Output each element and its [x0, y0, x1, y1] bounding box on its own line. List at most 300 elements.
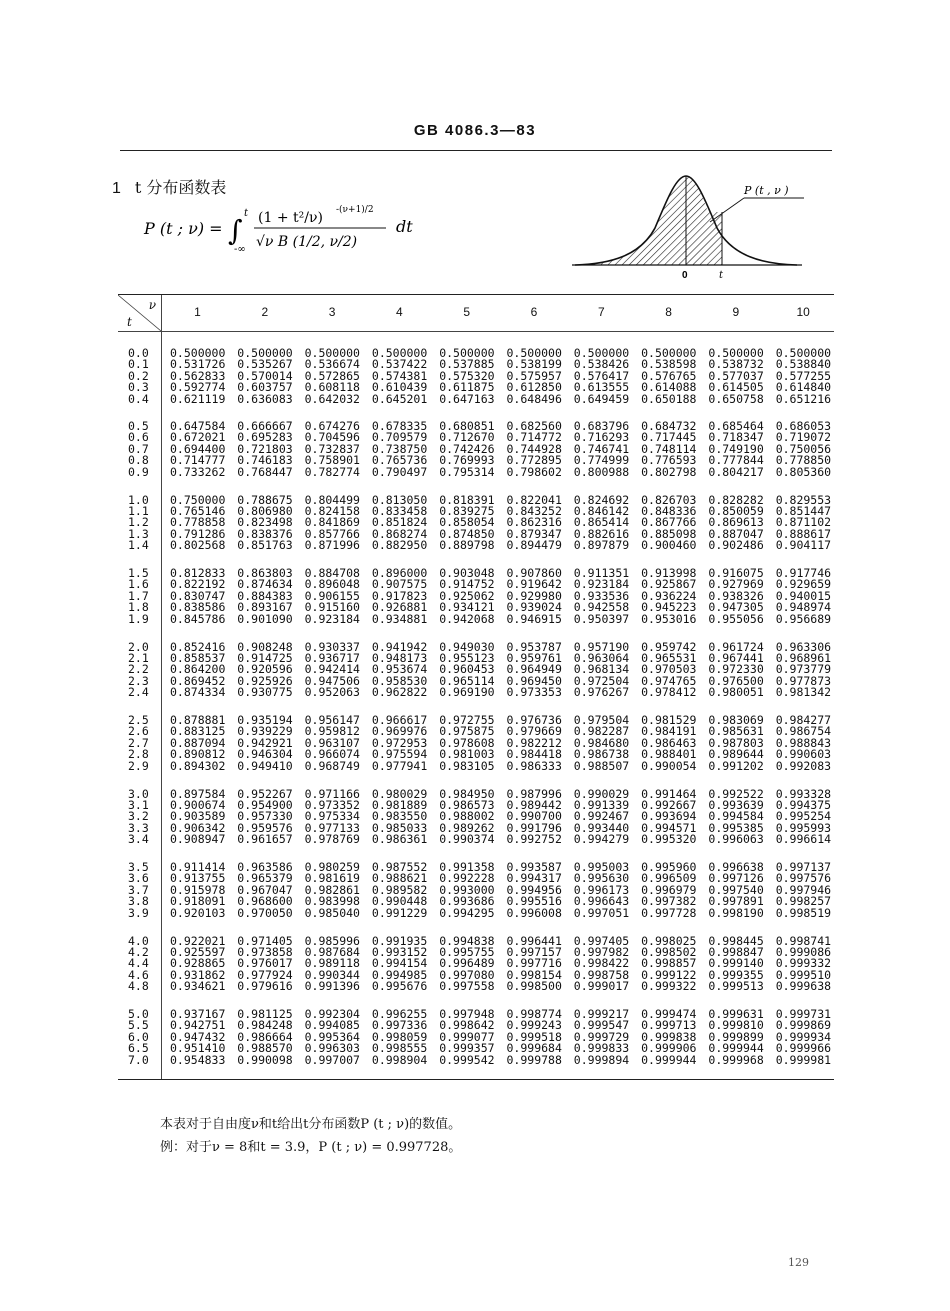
t-value: 0.6 [128, 430, 149, 445]
table-cell: 0.997946 [775, 882, 832, 897]
table-cell: 0.649459 [573, 391, 630, 406]
table-cell: 0.538840 [775, 357, 832, 372]
table-cell: 0.613555 [573, 380, 630, 395]
table-cell: 0.999542 [439, 1052, 495, 1067]
table-cell: 0.991358 [439, 860, 495, 874]
standard-code: GB 4086.3—83 [413, 122, 537, 139]
table-cell: 0.857766 [304, 526, 360, 541]
column-header-nu-7: 7 [597, 305, 605, 319]
t-value: 0.8 [128, 453, 149, 468]
table-cell: 0.979616 [237, 979, 293, 994]
table-cell: 0.900674 [170, 797, 226, 812]
table-cell: 0.500000 [573, 346, 630, 360]
table-cell: 0.901090 [237, 611, 293, 626]
t-value: 6.5 [128, 1041, 149, 1056]
table-cell: 0.997948 [439, 1007, 495, 1021]
table-cell: 0.999243 [506, 1018, 562, 1033]
table-note: 本表对于自由度ν和t给出t分布函数P (t ; ν)的数值。 [160, 1117, 462, 1132]
table-cell: 0.998519 [775, 905, 832, 920]
table-cell: 0.678335 [371, 419, 428, 433]
table-cell: 0.686053 [775, 419, 832, 433]
table-cell: 0.937167 [170, 1007, 226, 1021]
table-cell: 0.694400 [170, 441, 226, 456]
t-value: 1.6 [128, 577, 149, 592]
table-cell: 0.993587 [506, 860, 562, 874]
table-cell: 0.998857 [641, 956, 697, 971]
table-cell: 0.973352 [304, 797, 360, 812]
table-cell: 0.977924 [237, 967, 293, 982]
table-cell: 0.908248 [237, 639, 293, 654]
table-cell: 0.929980 [506, 588, 562, 603]
table-cell: 0.997157 [506, 944, 562, 959]
table-cell: 0.994956 [506, 882, 562, 897]
table-cell: 0.957190 [573, 639, 630, 654]
table-cell: 0.981125 [237, 1007, 293, 1021]
table-cell: 0.577037 [708, 368, 764, 383]
table-cell: 0.650758 [708, 391, 764, 406]
table-cell: 0.968961 [775, 650, 832, 665]
table-cell: 0.927969 [708, 577, 764, 592]
table-cell: 0.863803 [237, 566, 293, 580]
table-cell: 0.985631 [708, 724, 764, 739]
table-cell: 0.500000 [641, 346, 697, 360]
column-header-nu-10: 10 [796, 305, 810, 319]
table-cell: 0.999638 [775, 979, 832, 994]
table-cell: 0.674276 [304, 419, 360, 433]
table-cell: 0.998059 [371, 1029, 428, 1044]
table-cell: 0.990029 [573, 786, 630, 801]
table-cell: 0.999981 [775, 1052, 832, 1067]
t-value: 3.3 [128, 820, 149, 835]
t-value: 3.5 [128, 860, 149, 874]
t-value: 4.0 [128, 933, 149, 948]
table-cell: 0.942558 [573, 600, 630, 615]
table-cell: 0.999474 [641, 1007, 697, 1021]
table-cell: 0.993694 [641, 809, 697, 824]
table-cell: 0.838376 [237, 526, 293, 541]
table-cell: 0.996643 [573, 894, 630, 909]
table-cell: 0.925867 [641, 577, 697, 592]
table-cell: 0.997982 [573, 944, 630, 959]
table-row-group [118, 1005, 834, 1079]
table-cell: 0.965114 [439, 673, 495, 688]
table-cell: 0.993328 [775, 786, 832, 801]
t-value: 2.6 [128, 724, 149, 739]
table-cell: 0.915160 [304, 600, 360, 615]
table-cell: 0.992083 [775, 758, 832, 773]
t-value: 6.0 [128, 1029, 149, 1044]
table-cell: 0.955123 [439, 650, 495, 665]
table-cell: 0.988507 [573, 758, 630, 773]
table-cell: 0.962822 [371, 685, 428, 700]
t-value: 4.2 [128, 944, 149, 959]
table-cell: 0.858054 [439, 515, 495, 530]
table-cell: 0.980029 [371, 786, 428, 801]
table-cell: 0.874334 [170, 685, 226, 700]
table-cell: 0.948173 [371, 650, 428, 665]
table-cell: 0.851763 [237, 538, 293, 553]
table-cell: 0.791286 [170, 526, 226, 541]
table-cell: 0.956689 [775, 611, 832, 626]
table-cell: 0.985033 [371, 820, 428, 835]
table-cell: 0.992304 [304, 1007, 360, 1021]
column-header-nu-4: 4 [396, 305, 403, 319]
table-cell: 0.889798 [439, 538, 495, 553]
table-cell: 0.531726 [170, 357, 226, 372]
table-cell: 0.611875 [439, 380, 495, 395]
t-value: 1.7 [128, 588, 149, 603]
table-cell: 0.994571 [641, 820, 697, 835]
table-cell: 0.995960 [641, 860, 697, 874]
table-cell: 0.984680 [573, 735, 630, 750]
table-cell: 0.992752 [506, 832, 562, 847]
table-cell: 0.992228 [439, 871, 495, 886]
table-cell: 0.714772 [506, 430, 562, 445]
table-cell: 0.989442 [506, 797, 562, 812]
table-cell: 0.925926 [237, 673, 293, 688]
table-cell: 0.989644 [708, 747, 764, 762]
table-cell: 0.995630 [573, 871, 630, 886]
table-cell: 0.977941 [371, 758, 428, 773]
t-value: 2.2 [128, 662, 149, 677]
table-cell: 0.948974 [775, 600, 832, 615]
table-cell: 0.942414 [304, 662, 360, 677]
table-cell: 0.939229 [237, 724, 293, 739]
table-cell: 0.862316 [506, 515, 562, 530]
table-cell: 0.869452 [170, 673, 226, 688]
table-cell: 0.996638 [708, 860, 764, 874]
table-cell: 0.919642 [506, 577, 562, 592]
table-cell: 0.998422 [573, 956, 630, 971]
table-cell: 0.980259 [304, 860, 360, 874]
table-cell: 0.851824 [371, 515, 428, 530]
table-cell: 0.992522 [708, 786, 764, 801]
table-cell: 0.994584 [708, 809, 764, 824]
table-cell: 0.997716 [506, 956, 562, 971]
table-cell: 0.768447 [237, 464, 293, 479]
table-cell: 0.805360 [775, 464, 832, 479]
table-cell: 0.931862 [170, 967, 226, 982]
table-cell: 0.907575 [371, 577, 428, 592]
table-cell: 0.537885 [439, 357, 495, 372]
table-cell: 0.949030 [439, 639, 495, 654]
table-cell: 0.896048 [304, 577, 360, 592]
table-cell: 0.772895 [506, 453, 562, 468]
table-cell: 0.954900 [237, 797, 293, 812]
table-body [118, 332, 834, 1079]
table-cell: 0.973779 [775, 662, 832, 677]
column-header-nu-3: 3 [328, 305, 336, 319]
table-cell: 0.991202 [708, 758, 764, 773]
table-cell: 0.788675 [237, 492, 293, 507]
table-cell: 0.999518 [506, 1029, 562, 1044]
table-cell: 0.914752 [439, 577, 495, 592]
table-cell: 0.998502 [641, 944, 697, 959]
table-cell: 0.961724 [708, 639, 764, 654]
table-cell: 0.999332 [775, 956, 832, 971]
page-number: 129 [788, 1256, 809, 1269]
table-cell: 0.934881 [371, 611, 428, 626]
table-cell: 0.802798 [641, 464, 697, 479]
table-cell: 0.983998 [304, 894, 360, 909]
table-cell: 0.997080 [439, 967, 495, 982]
table-cell: 0.997051 [573, 905, 630, 920]
table-cell: 0.990344 [304, 967, 360, 982]
table-cell: 0.717445 [641, 430, 697, 445]
table-cell: 0.826703 [641, 492, 697, 507]
corner-nu-label: ν [148, 298, 156, 312]
table-cell: 0.983069 [708, 713, 764, 727]
t-value: 2.5 [128, 713, 149, 727]
table-cell: 0.828282 [708, 492, 764, 507]
column-header-nu-9: 9 [732, 305, 740, 319]
t-label: t [719, 270, 724, 281]
table-cell: 0.991464 [641, 786, 697, 801]
table-cell: 0.846142 [573, 503, 630, 518]
table-cell: 0.538598 [641, 357, 697, 372]
formula-differential: dt [396, 217, 413, 236]
table-cell: 0.999513 [708, 979, 764, 994]
table-cell: 0.995254 [775, 809, 832, 824]
table-cell: 0.993000 [439, 882, 495, 897]
table-bottom-rule [118, 1079, 834, 1080]
t-value: 5.0 [128, 1007, 149, 1021]
table-cell: 0.925062 [439, 588, 495, 603]
table-cell: 0.906342 [170, 820, 226, 835]
table-cell: 0.981889 [371, 797, 428, 812]
table-cell: 0.981342 [775, 685, 832, 700]
table-cell: 0.500000 [708, 346, 764, 360]
t-value: 3.4 [128, 832, 149, 847]
table-cell: 0.942751 [170, 1018, 226, 1033]
table-cell: 0.989118 [304, 956, 360, 971]
table-cell: 0.930337 [304, 639, 360, 654]
table-cell: 0.996008 [506, 905, 562, 920]
table-cell: 0.999838 [641, 1029, 697, 1044]
table-cell: 0.864200 [170, 662, 226, 677]
table-cell: 0.746741 [573, 441, 630, 456]
table-cell: 0.989582 [371, 882, 428, 897]
table-cell: 0.981619 [304, 871, 360, 886]
table-cell: 0.538199 [506, 357, 562, 372]
t-value: 2.4 [128, 685, 149, 700]
formula-exponent: -(ν+1)/2 [336, 205, 374, 215]
table-cell: 0.999833 [573, 1041, 630, 1056]
table-cell: 0.990054 [641, 758, 697, 773]
table-cell: 0.996303 [304, 1041, 360, 1056]
table-cell: 0.998847 [708, 944, 764, 959]
t-distribution-table [118, 294, 834, 1080]
table-cell: 0.936717 [304, 650, 360, 665]
formula-lower-limit: -∞ [234, 244, 246, 255]
table-cell: 0.500000 [775, 346, 832, 360]
table-cell: 0.765146 [170, 503, 226, 518]
table-cell: 0.680851 [439, 419, 495, 433]
table-cell: 0.971405 [237, 933, 293, 948]
t-value: 2.7 [128, 735, 149, 750]
table-cell: 0.969190 [439, 685, 495, 700]
table-cell: 0.999140 [708, 956, 764, 971]
table-cell: 0.897879 [573, 538, 630, 553]
table-cell: 0.645201 [371, 391, 428, 406]
t-value: 2.1 [128, 650, 149, 665]
table-cell: 0.999729 [573, 1029, 630, 1044]
table-cell: 0.997558 [439, 979, 495, 994]
table-cell: 0.938326 [708, 588, 764, 603]
table-cell: 0.986573 [439, 797, 495, 812]
table-cell: 0.986664 [237, 1029, 293, 1044]
table-cell: 0.992467 [573, 809, 630, 824]
table-cell: 0.911414 [170, 860, 226, 874]
table-cell: 0.648496 [506, 391, 562, 406]
section-number: 1 [112, 180, 121, 197]
table-cell: 0.952063 [304, 685, 360, 700]
t-value: 1.2 [128, 515, 149, 530]
table-cell: 0.774999 [573, 453, 630, 468]
header-rule [120, 150, 832, 151]
table-cell: 0.718347 [708, 430, 764, 445]
table-cell: 0.577255 [775, 368, 832, 383]
table-cell: 0.934621 [170, 979, 226, 994]
table-cell: 0.958530 [371, 673, 428, 688]
table-cell: 0.884708 [304, 566, 360, 580]
table-cell: 0.989262 [439, 820, 495, 835]
table-cell: 0.610439 [371, 380, 428, 395]
table-cell: 0.956147 [304, 713, 360, 727]
formula [140, 200, 540, 260]
table-cell: 0.920596 [237, 662, 293, 677]
table-cell: 0.986754 [775, 724, 832, 739]
table-cell: 0.666667 [237, 419, 293, 433]
table-cell: 0.964949 [506, 662, 562, 677]
table-cell: 0.903589 [170, 809, 226, 824]
table-cell: 0.946915 [506, 611, 562, 626]
t-value: 0.7 [128, 441, 149, 456]
table-cell: 0.970050 [237, 905, 293, 920]
table-cell: 0.893167 [237, 600, 293, 615]
table-cell: 0.976500 [708, 673, 764, 688]
table-cell: 0.994985 [371, 967, 428, 982]
table-cell: 0.716293 [573, 430, 630, 445]
table-cell: 0.997126 [708, 871, 764, 886]
table-cell: 0.888617 [775, 526, 832, 541]
t-value: 2.8 [128, 747, 149, 762]
table-cell: 0.976017 [237, 956, 293, 971]
table-cell: 0.997540 [708, 882, 764, 897]
table-cell: 0.896000 [371, 566, 428, 580]
table-row-group [118, 417, 834, 491]
formula-lhs: P (t ; ν) = [144, 219, 223, 238]
table-cell: 0.704596 [304, 430, 360, 445]
table-cell: 0.998025 [641, 933, 697, 948]
table-cell: 0.999788 [506, 1052, 562, 1067]
table-cell: 0.719072 [775, 430, 832, 445]
table-cell: 0.838586 [170, 600, 226, 615]
table-cell: 0.996979 [641, 882, 697, 897]
table-cell: 0.570014 [237, 368, 293, 383]
table-cell: 0.843252 [506, 503, 562, 518]
table-cell: 0.647163 [439, 391, 495, 406]
table-cell: 0.904117 [775, 538, 832, 553]
table-cell: 0.994154 [371, 956, 428, 971]
table-cell: 0.977873 [775, 673, 832, 688]
table-cell: 0.537422 [371, 357, 428, 372]
t-value: 1.9 [128, 611, 149, 626]
table-cell: 0.994838 [439, 933, 495, 948]
table-cell: 0.976736 [506, 713, 562, 727]
table-cell: 0.999077 [439, 1029, 495, 1044]
table-cell: 0.575320 [439, 368, 495, 383]
table-cell: 0.920103 [170, 905, 226, 920]
table-cell: 0.949410 [237, 758, 293, 773]
table-cell: 0.885098 [641, 526, 697, 541]
table-cell: 0.916075 [708, 566, 764, 580]
table-cell: 0.928865 [170, 956, 226, 971]
table-cell: 0.984950 [439, 786, 495, 801]
table-cell: 0.995993 [775, 820, 832, 835]
table-cell: 0.841869 [304, 515, 360, 530]
table-cell: 0.999944 [641, 1052, 697, 1067]
table-cell: 0.830747 [170, 588, 226, 603]
header-corner [118, 295, 162, 331]
table-cell: 0.897584 [170, 786, 226, 801]
table-cell: 0.996489 [439, 956, 495, 971]
t-value-column [118, 332, 162, 417]
table-cell: 0.906155 [304, 588, 360, 603]
table-cell: 0.917746 [775, 566, 832, 580]
table-cell: 0.923184 [304, 611, 360, 626]
table-cell: 0.983550 [371, 809, 428, 824]
table-cell: 0.990700 [506, 809, 562, 824]
table-cell: 0.975875 [439, 724, 495, 739]
table-cell: 0.776593 [641, 453, 697, 468]
table-cell: 0.983105 [439, 758, 495, 773]
table-cell: 0.991796 [506, 820, 562, 835]
table-cell: 0.997007 [304, 1052, 360, 1067]
t-value: 3.9 [128, 905, 149, 920]
t-value: 3.7 [128, 882, 149, 897]
table-cell: 0.999899 [708, 1029, 764, 1044]
table-cell: 0.769993 [439, 453, 495, 468]
table-cell: 0.973353 [506, 685, 562, 700]
table-cell: 0.845786 [170, 611, 226, 626]
table-cell: 0.806980 [237, 503, 293, 518]
table-cell: 0.988621 [371, 871, 428, 886]
table-cell: 0.998190 [708, 905, 764, 920]
table-cell: 0.963306 [775, 639, 832, 654]
table-cell: 0.999357 [439, 1041, 495, 1056]
table-header-row [118, 295, 834, 332]
table-cell: 0.999944 [708, 1041, 764, 1056]
table-cell: 0.748114 [641, 441, 697, 456]
table-cell: 0.984277 [775, 713, 832, 727]
table-cell: 0.947506 [304, 673, 360, 688]
table-cell: 0.975334 [304, 809, 360, 824]
t-value: 5.5 [128, 1018, 149, 1033]
table-cell: 0.871102 [775, 515, 832, 530]
table-cell: 0.636083 [237, 391, 293, 406]
table-cell: 0.965531 [641, 650, 697, 665]
table-cell: 0.714777 [170, 453, 226, 468]
t-value-column [118, 417, 162, 491]
table-cell: 0.999731 [775, 1007, 832, 1021]
table-cell: 0.887047 [708, 526, 764, 541]
table-cell: 0.900460 [641, 538, 697, 553]
table-cell: 0.972755 [439, 713, 495, 727]
table-cell: 0.998257 [775, 894, 832, 909]
t-value-column [118, 932, 162, 1006]
table-cell: 0.939024 [506, 600, 562, 615]
